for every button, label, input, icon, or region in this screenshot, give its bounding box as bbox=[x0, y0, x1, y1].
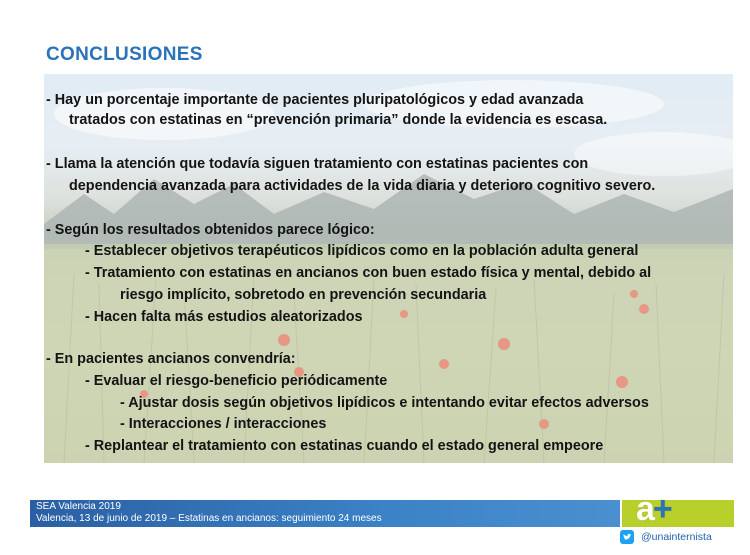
bullet-4-sub-sub-1: - Ajustar dosis según objetivos lipídicos e intentando evitar efectos adversos bbox=[120, 395, 649, 411]
twitter-handle[interactable]: @unainternista bbox=[641, 531, 712, 543]
bullet-3-heading: - Según los resultados obtenidos parece lógico: bbox=[46, 222, 375, 238]
footer-subtitle: Valencia, 13 de junio de 2019 – Estatinas en ancianos: seguimiento 24 meses bbox=[36, 513, 382, 524]
bullet-4-sub-sub-2: - Interacciones / interacciones bbox=[120, 416, 327, 432]
bullet-4-sub-1: - Evaluar el riesgo-beneficio periódicamente bbox=[85, 373, 388, 389]
bullet-3-sub-2-line-1: - Tratamiento con estatinas en ancianos con buen estado física y mental, debido al bbox=[85, 265, 652, 281]
slide-title: CONCLUSIONES bbox=[46, 44, 203, 65]
bullet-4-sub-2: - Replantear el tratamiento con estatinas cuando el estado general empeore bbox=[85, 438, 604, 454]
logo-plus: + bbox=[652, 490, 671, 528]
bullet-2-line-2: dependencia avanzada para actividades de la vida diaria y deterioro cognitivo severo. bbox=[69, 178, 656, 194]
footer-event: SEA Valencia 2019 bbox=[36, 501, 121, 512]
bullet-3-sub-3: - Hacen falta más estudios aleatorizados bbox=[85, 309, 363, 325]
bullet-4-heading: - En pacientes ancianos convendría: bbox=[46, 351, 296, 367]
bullet-3-sub-1: - Establecer objetivos terapéuticos lipídicos como en la población adulta general bbox=[85, 243, 639, 259]
bullet-1-line-2: tratados con estatinas en “prevención primaria” donde la evidencia es escasa. bbox=[69, 112, 608, 128]
logo-letter: a bbox=[636, 490, 653, 528]
bullet-2-line-1: - Llama la atención que todavía siguen tratamiento con estatinas pacientes con bbox=[46, 156, 589, 172]
conclusions-list bbox=[44, 74, 733, 463]
bullet-3-sub-2-line-2: riesgo implícito, sobretodo en prevención secundaria bbox=[120, 287, 487, 303]
bullet-1-line-1: - Hay un porcentaje importante de pacientes pluripatológicos y edad avanzada bbox=[46, 92, 584, 108]
twitter-icon bbox=[620, 530, 634, 544]
a-plus-logo bbox=[636, 491, 671, 527]
